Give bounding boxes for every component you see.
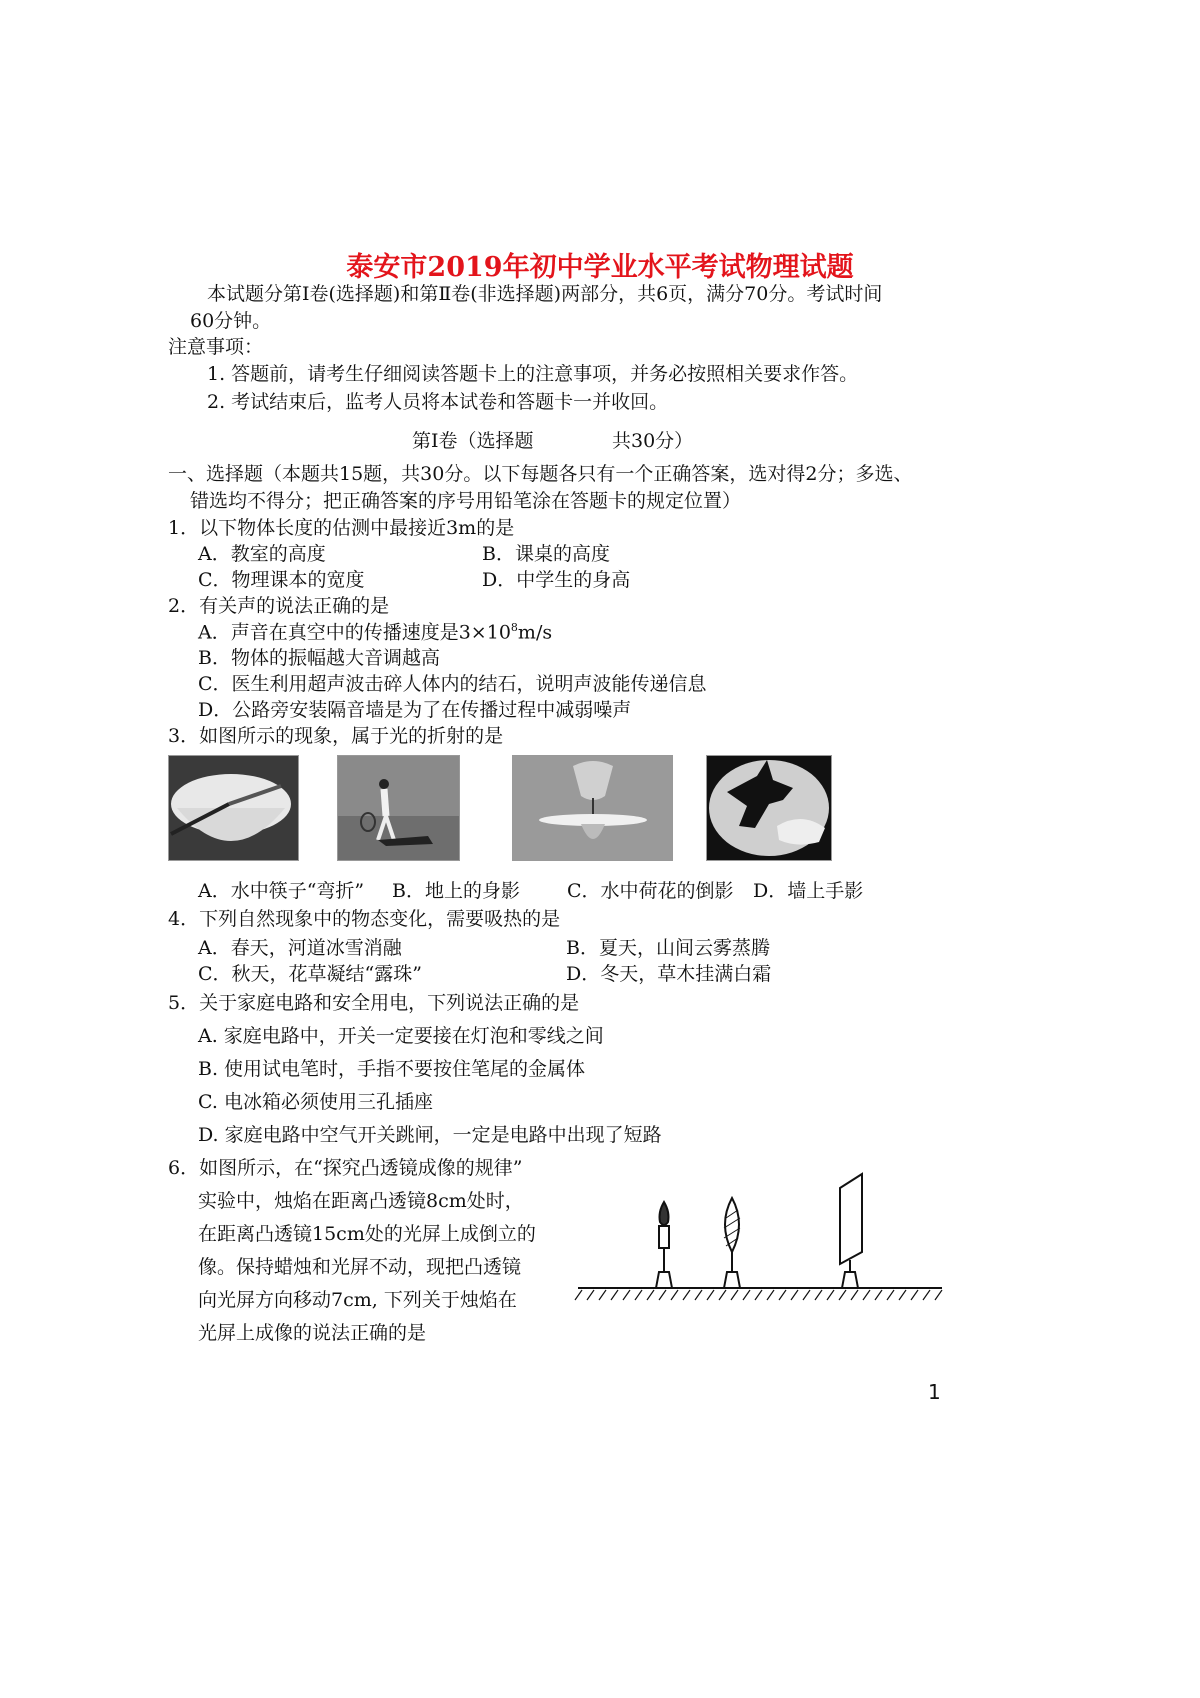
q2-option-d: D．公路旁安装隔音墙是为了在传播过程中减弱噪声 [198,699,632,721]
note-item-2: 2. 考试结束后，监考人员将本试卷和答题卡一并收回。 [207,391,669,413]
q6-line-6: 光屏上成像的说法正确的是 [198,1322,427,1344]
q1-option-c: C．物理课本的宽度 [198,569,365,591]
section-instruction-2: 错选均不得分；把正确答案的序号用铅笔涂在答题卡的规定位置） [190,490,742,512]
q2-stem: 2．有关声的说法正确的是 [168,595,390,617]
q3-option-b: B．地上的身影 [392,880,520,902]
q2-option-b: B．物体的振幅越大音调越高 [198,647,440,669]
q4-option-a: A．春天，河道冰雪消融 [198,937,402,959]
bowl-chopstick-photo [168,755,299,861]
q5-option-d: D. 家庭电路中空气开关跳闸，一定是电路中出现了短路 [198,1124,662,1146]
q5-option-c: C. 电冰箱必须使用三孔插座 [198,1091,433,1113]
q6-line-1: 6．如图所示，在“探究凸透镜成像的规律” [168,1157,523,1179]
lotus-reflection-photo [512,755,673,861]
q2-option-c: C．医生利用超声波击碎人体内的结石，说明声波能传递信息 [198,673,707,695]
light-screen [840,1174,862,1288]
q3-stem: 3．如图所示的现象，属于光的折射的是 [168,725,504,747]
section-heading-left: 第Ⅰ卷（选择题 [412,430,534,452]
q3-option-d: D．墙上手影 [753,880,864,902]
q1-option-b: B．课桌的高度 [482,543,610,565]
q2-option-a: A．声音在真空中的传播速度是$3\times 10^8m/s$ [198,621,553,644]
q5-stem: 5．关于家庭电路和安全用电，下列说法正确的是 [168,992,580,1014]
q1-option-d: D．中学生的身高 [482,569,631,591]
q3-option-a: A．水中筷子“弯折” [198,880,365,902]
notes-heading: 注意事项： [168,336,264,358]
q6-line-2: 实验中，烛焰在距离凸透镜8cm处时， [198,1190,524,1212]
q1-stem: 1．以下物体长度的估测中最接近3m的是 [168,517,515,539]
q4-option-b: B．夏天，山间云雾蒸腾 [566,937,770,959]
section-instruction-1: 一、选择题（本题共15题，共30分。以下每题各只有一个正确答案，选对得2分；多选、 [168,463,913,485]
q6-line-3: 在距离凸透镜15cm处的光屏上成倒立的 [198,1223,536,1245]
section-heading-right: 共30分） [612,430,694,452]
q6-line-5: 向光屏方向移动7cm, 下列关于烛焰在 [198,1289,517,1311]
note-item-1: 1. 答题前，请考生仔细阅读答题卡上的注意事项，并务必按照相关要求作答。 [207,363,859,385]
lens-experiment-diagram [570,1168,950,1308]
page-title: 泰安市2019年初中学业水平考试物理试题 [346,252,854,283]
hand-shadow-photo [706,755,832,861]
page-number: 1 [928,1380,941,1404]
q5-option-a: A. 家庭电路中，开关一定要接在灯泡和零线之间 [198,1025,604,1047]
q4-stem: 4．下列自然现象中的物态变化，需要吸热的是 [168,908,561,930]
q4-option-c: C．秋天，花草凝结“露珠” [198,963,422,985]
q6-line-4: 像。保持蜡烛和光屏不动，现把凸透镜 [198,1256,522,1278]
q3-option-c: C．水中荷花的倒影 [567,880,734,902]
convex-lens [724,1198,740,1288]
q4-option-d: D．冬天，草木挂满白霜 [566,963,772,985]
q1-option-a: A．教室的高度 [198,543,326,565]
intro-line-2: 60分钟。 [190,310,272,332]
q5-option-b: B. 使用试电笔时，手指不要按住笔尾的金属体 [198,1058,586,1080]
candle [656,1202,672,1288]
shadow-tennis-photo [337,755,460,861]
intro-line-1: 本试题分第Ⅰ卷(选择题)和第Ⅱ卷(非选择题)两部分，共6页，满分70分。考试时间 [207,283,883,305]
